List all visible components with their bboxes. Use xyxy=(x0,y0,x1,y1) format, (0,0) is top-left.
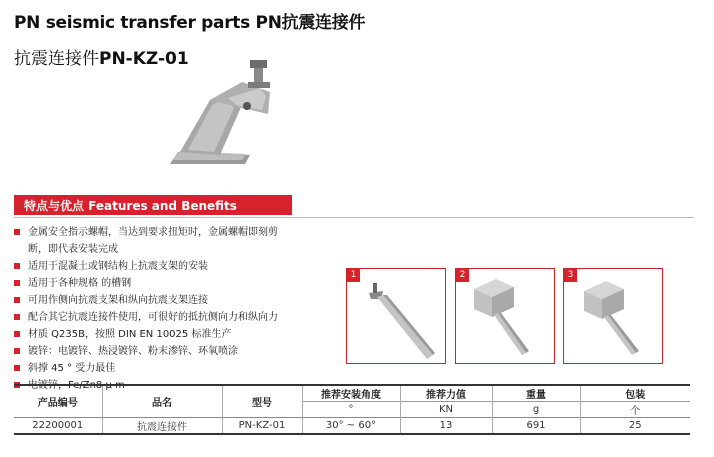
bullet-icon xyxy=(14,365,20,371)
cell-angle: 30° ~ 60° xyxy=(302,418,400,435)
panel-number: 1 xyxy=(347,269,360,282)
header-product-name: 品名 xyxy=(102,385,222,418)
install-panel-2 xyxy=(455,268,555,364)
section-divider xyxy=(14,217,694,218)
bullet-icon xyxy=(14,331,20,337)
page-title-en: PN seismic transfer parts PN抗震连接件 xyxy=(14,13,366,33)
header-weight: 重量 xyxy=(492,385,580,402)
feature-item: 适用于各种规格 的槽钢 xyxy=(14,275,304,292)
title-cn-prefix: 抗震连接件 xyxy=(14,49,99,69)
cell-model: PN-KZ-01 xyxy=(222,418,302,435)
unit-packing: 个 xyxy=(580,402,690,418)
feature-item: 适用于混凝土或钢结构上抗震支架的安装 xyxy=(14,258,304,275)
feature-item: 配合其它抗震连接件使用，可很好的抵抗侧向力和纵向力 xyxy=(14,309,304,326)
feature-item: 镀锌：电镀锌、热浸镀锌、粉末渗锌、环氧喷涂 xyxy=(14,343,304,360)
install-illustration-2 xyxy=(456,269,554,363)
header-packing: 包装 xyxy=(580,385,690,402)
spec-table xyxy=(14,384,690,435)
bullet-icon xyxy=(14,297,20,303)
bullet-icon xyxy=(14,229,20,235)
panel-number: 3 xyxy=(564,269,577,282)
product-image xyxy=(150,60,290,180)
feature-item: 可用作侧向抗震支架和纵向抗震支架连接 xyxy=(14,292,304,309)
table-row xyxy=(14,418,690,435)
features-list xyxy=(14,224,304,394)
panel-number: 2 xyxy=(456,269,469,282)
header-product-code: 产品编号 xyxy=(14,385,102,418)
bullet-icon xyxy=(14,314,20,320)
cell-packing: 25 xyxy=(580,418,690,435)
bullet-icon xyxy=(14,280,20,286)
bullet-icon xyxy=(14,263,20,269)
bullet-icon xyxy=(14,348,20,354)
install-panel-1 xyxy=(346,268,446,364)
unit-force: KN xyxy=(400,402,492,418)
install-illustration-1 xyxy=(347,269,445,363)
install-illustration-3 xyxy=(564,269,662,363)
feature-item: 电镀锌，Fe/Zn8 μ m xyxy=(14,377,304,394)
feature-item: 斜撑 45 ° 受力最佳 xyxy=(14,360,304,377)
cell-weight: 691 xyxy=(492,418,580,435)
cell-product-name: 抗震连接件 xyxy=(102,418,222,435)
feature-item-continuation: 断，即代表安装完成 xyxy=(28,244,118,255)
cell-force: 13 xyxy=(400,418,492,435)
title-model: PN-KZ-01 xyxy=(99,49,189,69)
header-model: 型号 xyxy=(222,385,302,418)
header-force: 推荐力值 xyxy=(400,385,492,402)
feature-item: 材质 Q235B，按照 DIN EN 10025 标准生产 xyxy=(14,326,304,343)
header-angle: 推荐安装角度 xyxy=(302,385,400,402)
feature-item: 金属安全指示螺帽，当达到要求扭矩时，金属螺帽即刻剪 xyxy=(14,224,304,241)
install-panel-3 xyxy=(563,268,663,364)
unit-weight: g xyxy=(492,402,580,418)
section-title: 特点与优点 Features and Benefits xyxy=(24,199,237,213)
cell-product-code: 22200001 xyxy=(14,418,102,435)
table-header-row xyxy=(14,385,690,402)
unit-angle: ° xyxy=(302,402,400,418)
